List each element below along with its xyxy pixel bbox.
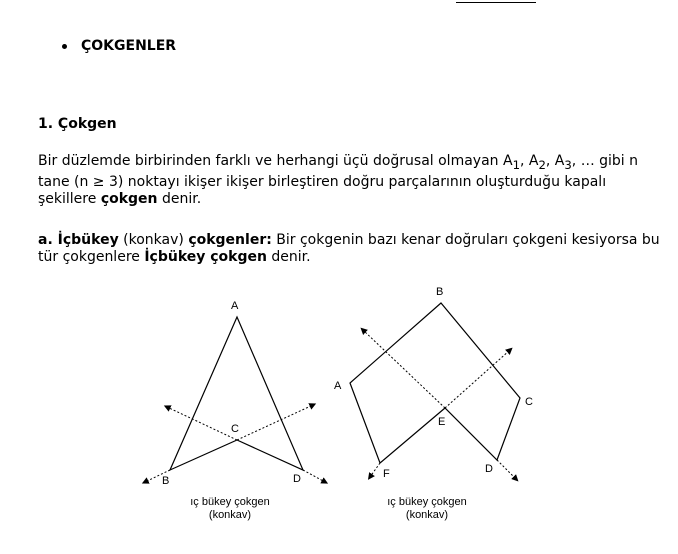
def-sub-3: 3 xyxy=(564,157,572,172)
bullet-dot-icon xyxy=(62,44,67,49)
figure1-vertex-d: D xyxy=(293,473,301,485)
concave-term-2: İçbükey çokgen xyxy=(144,249,267,265)
def-text-3: , A xyxy=(545,153,565,169)
figure1-outline xyxy=(170,317,303,470)
concave-lead: a. İçbükey xyxy=(38,232,119,248)
def-sub-1: 1 xyxy=(512,157,520,172)
concave-text: Bir çokgenin bazı kenar doğruları çokgeni kesiyorsa bu tür çokgenlere xyxy=(38,232,660,265)
def-text-1: Bir düzlemde birbirinden farklı ve herhangi üçü doğrusal olmayan A xyxy=(38,153,513,169)
section-bullet xyxy=(62,38,176,54)
concave-figure-1 xyxy=(145,300,325,521)
figure2-vertex-e: E xyxy=(438,416,446,428)
def-sub-2: 2 xyxy=(538,157,546,172)
figure2-extension-f xyxy=(370,463,380,477)
figure1-vertex-c: C xyxy=(231,423,239,435)
definition-paragraph xyxy=(38,153,668,208)
top-rule xyxy=(456,2,536,3)
figure2-dotted-line-2 xyxy=(445,350,510,408)
figure2-extension-d xyxy=(497,460,516,479)
figure2-vertex-a: A xyxy=(334,380,342,392)
figure1-caption-line2: (konkav) xyxy=(208,509,252,521)
figure2-dotted-line-1 xyxy=(363,330,445,408)
figure1-dotted-line-1 xyxy=(167,407,237,440)
concave-figure-2 xyxy=(334,286,533,521)
concave-term: çokgenler: xyxy=(188,232,272,248)
figure2-vertex-f: F xyxy=(383,468,390,480)
figure1-extension-d xyxy=(303,470,325,482)
polygon-diagrams xyxy=(130,280,550,540)
concave-paragraph xyxy=(38,232,668,266)
concave-end: denir. xyxy=(266,249,311,265)
figure1-vertex-b: B xyxy=(162,475,170,487)
figure2-caption-line2: (konkav) xyxy=(405,509,449,521)
def-end: denir. xyxy=(157,190,202,207)
figure1-vertex-a: A xyxy=(231,300,239,312)
figure2-caption-line1: ıç bükey çokgen xyxy=(387,496,467,508)
def-text-2: , A xyxy=(519,153,539,169)
section-bullet-label: ÇOKGENLER xyxy=(81,38,177,54)
figure1-caption-line1: ıç bükey çokgen xyxy=(190,496,270,508)
def-text-4: , … gibi n tane (n ≥ 3) noktayı ikişer ikişer birleştiren doğru parçalarının oluşturduğu kapalı şekillere xyxy=(38,153,639,207)
def-term: çokgen xyxy=(100,190,158,207)
figure2-outline xyxy=(350,303,520,463)
concave-paren: (konkav) xyxy=(118,232,189,248)
figure2-vertex-c: C xyxy=(525,396,533,408)
section-heading: 1. Çokgen xyxy=(38,116,117,132)
figure2-vertex-b: B xyxy=(436,286,444,298)
figure1-dotted-line-2 xyxy=(237,405,313,440)
figure2-vertex-d: D xyxy=(485,463,493,475)
